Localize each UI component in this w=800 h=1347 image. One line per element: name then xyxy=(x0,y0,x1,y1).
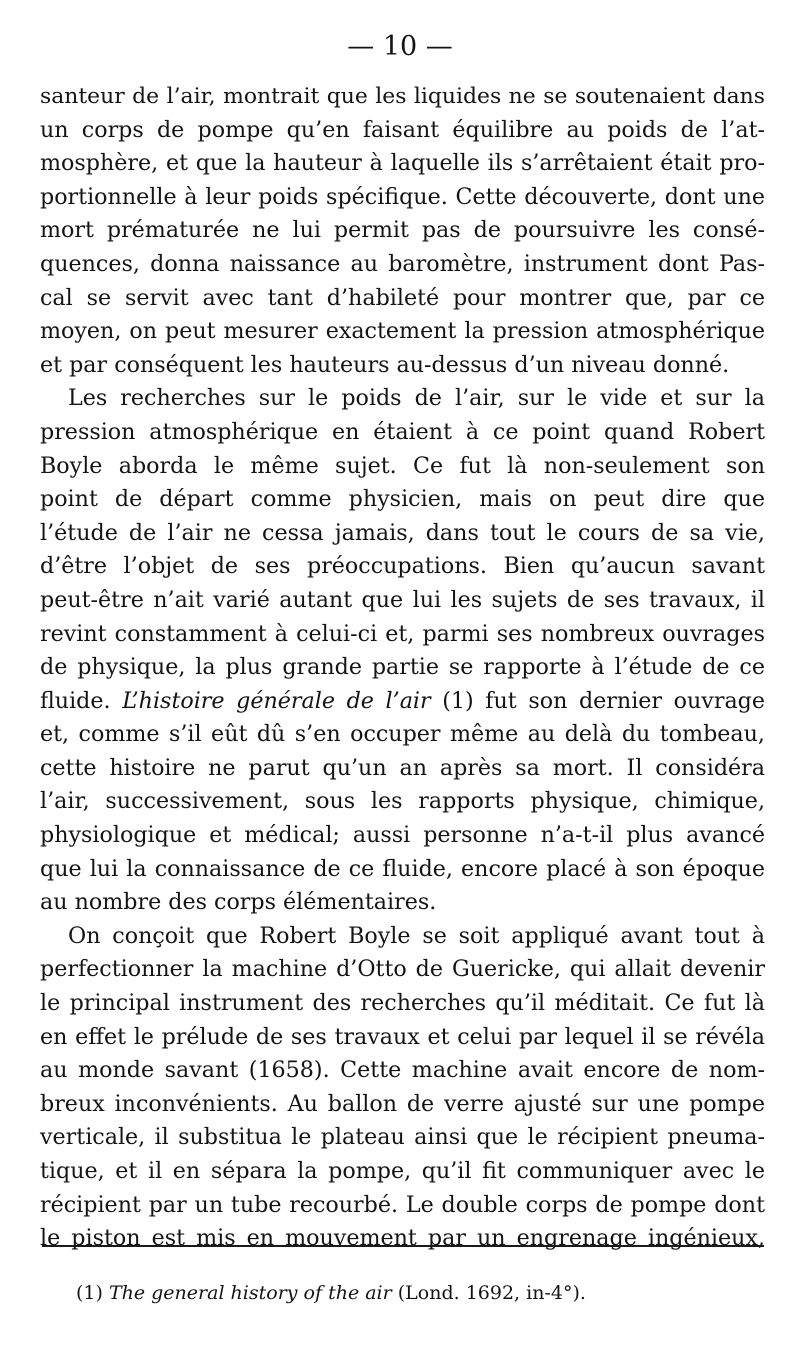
text-line: On conçoit que Robert Boyle se soit appliqué avant tout à xyxy=(68,922,765,949)
text-line: d’être l’objet de ses préoccupations. Bien qu’aucun savant xyxy=(40,553,765,580)
text-line: revint constamment à celui-ci et, parmi ses nombreux ouvrages xyxy=(40,620,765,647)
text-line xyxy=(40,685,765,719)
text-line: que lui la connaissance de ce fluide, encore placé à son époque xyxy=(40,855,765,882)
italic-title: L’histoire générale de l’air xyxy=(122,687,431,714)
text-segment: (1) fut son dernier ouvrage xyxy=(430,687,766,714)
text-line: perfectionner la machine d’Otto de Guericke, qui allait devenir xyxy=(40,956,765,983)
text-line: l’air, successivement, sous les rapports physique, chimique, xyxy=(40,788,765,815)
text-line: physiologique et médical; aussi personne n’a-t-il plus avancé xyxy=(40,822,765,849)
text-line: au nombre des corps élémentaires. xyxy=(40,889,437,916)
text-line: et, comme s’il eût dû s’en occuper même au delà du tombeau, xyxy=(40,721,765,748)
text-line: Boyle aborda le même sujet. Ce fut là non-seulement son xyxy=(40,452,765,479)
text-line: et par conséquent les hauteurs au-dessus d’un niveau donné. xyxy=(40,351,730,378)
text-line: au monde savant (1658). Cette machine avait encore de nom- xyxy=(40,1057,765,1084)
text-line: quences, donna naissance au baromètre, instrument dont Pas- xyxy=(40,250,765,277)
text-line: récipient par un tube recourbé. Le double corps de pompe dont xyxy=(40,1191,765,1218)
footnote-marker: (1) xyxy=(76,1282,109,1304)
text-line: cal se servit avec tant d’habileté pour montrer que, par ce xyxy=(40,284,765,311)
footnote-title: The general history of the air xyxy=(108,1282,392,1304)
footnote-rule xyxy=(42,1245,764,1247)
text-line: mort prématurée ne lui permit pas de poursuivre les consé- xyxy=(40,217,765,244)
text-segment: fluide. xyxy=(40,687,123,714)
text-line: tique, et il en sépara la pompe, qu’il fit communiquer avec le xyxy=(40,1158,765,1184)
text-line: mosphère, et que la hauteur à laquelle ils s’arrêtaient était pro- xyxy=(40,150,765,177)
text-line: Les recherches sur le poids de l’air, sur le vide et sur la xyxy=(68,385,765,412)
text-line: en effet le prélude de ses travaux et celui par lequel il se révéla xyxy=(40,1023,765,1050)
text-line: l’étude de l’air ne cessa jamais, dans tout le cours de sa vie, xyxy=(40,519,765,546)
text-line: le piston est mis en mouvement par un engrenage ingénieux, xyxy=(40,1225,765,1252)
footnote-citation: (Lond. 1692, in-4°). xyxy=(391,1282,586,1304)
text-line: point de départ comme physicien, mais on peut dire que xyxy=(40,486,765,513)
text-line: le principal instrument des recherches qu’il méditait. Ce fut là xyxy=(40,990,765,1017)
text-line: de physique, la plus grande partie se rapporte à l’étude de ce xyxy=(40,654,765,681)
text-line: portionnelle à leur poids spécifique. Cette découverte, dont une xyxy=(40,183,765,210)
text-line: un corps de pompe qu’en faisant équilibre au poids de l’at- xyxy=(40,116,765,143)
text-line: peut-être n’ait varié autant que lui les sujets de ses travaux, il xyxy=(40,586,765,613)
text-line: cette histoire ne parut qu’un an après sa mort. Il considéra xyxy=(40,754,765,781)
page-number: — 10 — xyxy=(347,31,453,62)
text-line: breux inconvénients. Au ballon de verre ajusté sur une pompe xyxy=(40,1090,765,1117)
footnote xyxy=(76,1280,586,1306)
text-line: verticale, il substitua le plateau ainsi que le récipient pneuma- xyxy=(40,1124,765,1151)
body-text xyxy=(40,80,765,1256)
text-line: santeur de l’air, montrait que les liquides ne se soutenaient dans xyxy=(40,84,765,109)
text-line: pression atmosphérique en étaient à ce point quand Robert xyxy=(40,418,765,445)
text-line: moyen, on peut mesurer exactement la pression atmosphérique xyxy=(40,318,765,345)
